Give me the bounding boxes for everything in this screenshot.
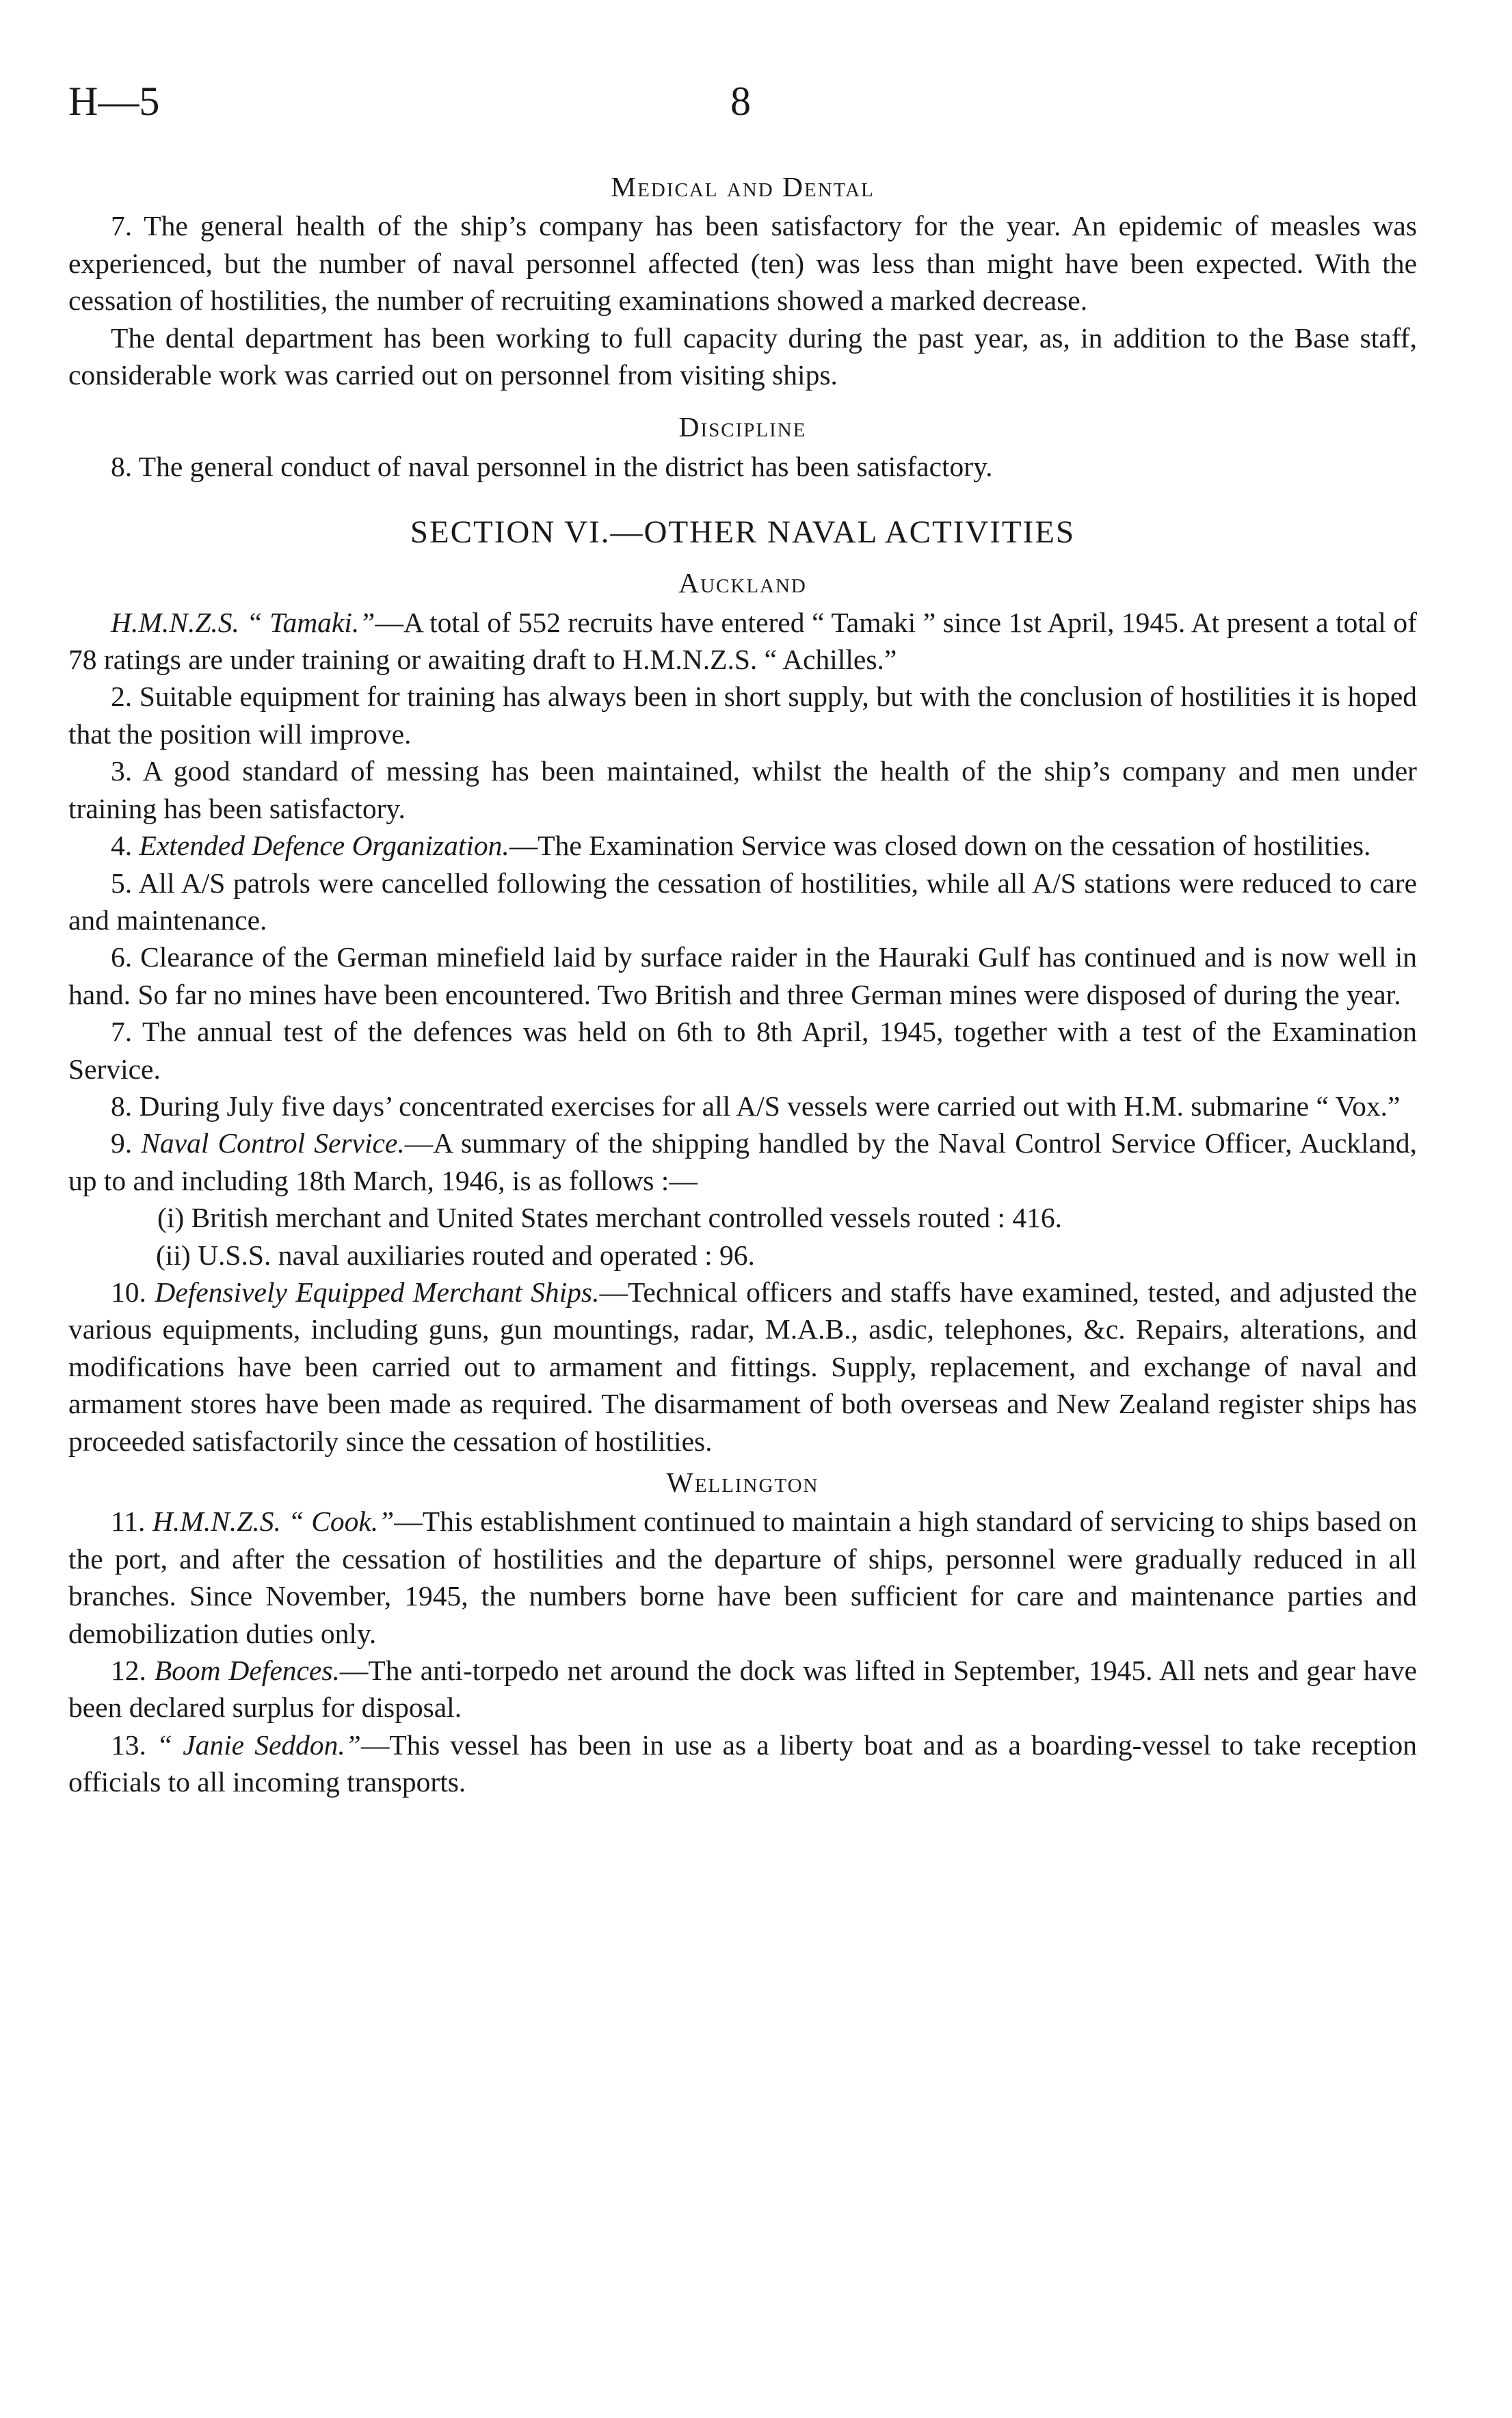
paragraph-9 bbox=[68, 1125, 1417, 1199]
list-item-i: (i) British merchant and United States merchant controlled vessels routed : 416. bbox=[157, 1202, 1063, 1234]
p9-title: Naval Control Service. bbox=[141, 1127, 405, 1159]
p13-number: 13. bbox=[111, 1729, 157, 1761]
paragraph-7-medical: 7. The general health of the ship’s company has been satisfactory for the year. An epidemic of measles was experienced, but the number of naval personnel affected (ten) was less than might have been expected. With the cessation of hostilities, the number of recruiting examinations showed a marked decrease. bbox=[68, 210, 1417, 317]
p10-title: Defensively Equipped Merchant Ships. bbox=[155, 1276, 600, 1308]
p10-text: —Technical officers and staffs have examined, tested, and adjusted the various equipments, including guns, gun mountings, radar, M.A.B., asdic, telephones, &c. Repairs, alterations, and modifications have been carried out to armament and fittings. Supply, replacement, and exchange of naval and armament stores have been made as required. The disarmament of both overseas and New Zealand register ships has proceeded satisfactorily since the cessation of hostilities. bbox=[68, 1276, 1417, 1457]
paragraph-11 bbox=[68, 1503, 1417, 1652]
p9-number: 9. bbox=[111, 1127, 142, 1159]
p11-number: 11. bbox=[111, 1506, 152, 1538]
paragraph-4 bbox=[68, 827, 1417, 864]
heading-wellington: Wellington bbox=[666, 1467, 819, 1498]
page-body bbox=[68, 164, 1417, 1801]
p12-text: —The anti-torpedo net around the dock was lifted in September, 1945. All nets and gear have been declared surplus for disposal. bbox=[68, 1655, 1417, 1724]
page-number: 8 bbox=[730, 79, 751, 124]
paragraph-5: 5. All A/S patrols were cancelled following the cessation of hostilities, while all A/S stations were reduced to care and maintenance. bbox=[68, 867, 1417, 936]
heading-medical-dental: Medical and Dental bbox=[611, 171, 875, 202]
p4-number: 4. bbox=[111, 830, 140, 862]
tamaki-title: H.M.N.Z.S. “ Tamaki.” bbox=[111, 606, 375, 638]
paragraph-13 bbox=[68, 1726, 1417, 1801]
p12-number: 12. bbox=[111, 1655, 155, 1687]
paragraph-3: 3. A good standard of messing has been maintained, whilst the health of the ship’s company and men under training has been satisfactory. bbox=[68, 755, 1417, 824]
p10-number: 10. bbox=[111, 1276, 155, 1308]
paragraph-6: 6. Clearance of the German minefield laid by surface raider in the Hauraki Gulf has continued and is now well in hand. So far no mines have been encountered. Two British and three German mines were disposed of during the year. bbox=[68, 941, 1417, 1010]
p9-text: —A summary of the shipping handled by the Naval Control Service Officer, Auckland, up to and including 18th March, 1946, is as follows :— bbox=[68, 1127, 1418, 1196]
heading-discipline: Discipline bbox=[678, 411, 807, 443]
section-title: SECTION VI.—OTHER NAVAL ACTIVITIES bbox=[410, 514, 1076, 551]
paragraph-dental: The dental department has been working to full capacity during the past year, as, in addition to the Base staff, considerable work was carried out on personnel from visiting ships. bbox=[68, 321, 1417, 391]
p12-title: Boom Defences. bbox=[154, 1655, 340, 1687]
p13-title: “ Janie Seddon.” bbox=[157, 1729, 361, 1761]
paragraph-8-exercises: 8. During July five days’ concentrated exercises for all A/S vessels were carried out with H.M. submarine “ Vox.” bbox=[111, 1090, 1401, 1122]
p11-title: H.M.N.Z.S. “ Cook.” bbox=[152, 1506, 395, 1538]
heading-auckland: Auckland bbox=[678, 567, 807, 599]
paragraph-7-defences: 7. The annual test of the defences was held on 6th to 8th April, 1945, together with a test of the Examination Service. bbox=[68, 1016, 1417, 1085]
p4-text: —The Examination Service was closed down on the cessation of hostilities. bbox=[509, 830, 1371, 862]
p4-title: Extended Defence Organization. bbox=[139, 830, 509, 862]
paragraph-8-discipline: 8. The general conduct of naval personnel in the district has been satisfactory. bbox=[111, 450, 993, 482]
document-reference: H—5 bbox=[68, 79, 160, 124]
list-item-ii: (ii) U.S.S. naval auxiliaries routed and operated : 96. bbox=[156, 1239, 755, 1271]
paragraph-2: 2. Suitable equipment for training has always been in short supply, but with the conclusion of hostilities it is hoped that the position will improve. bbox=[68, 681, 1417, 750]
tamaki-text: —A total of 552 recruits have entered “ Tamaki ” since 1st April, 1945. At present a total of 78 ratings are under training or awaiting draft to H.M.N.Z.S. “ Achilles.” bbox=[68, 606, 1417, 676]
p13-text: —This vessel has been in use as a liberty boat and as a boarding-vessel to take reception officials to all incoming transports. bbox=[68, 1729, 1417, 1798]
paragraph-12 bbox=[68, 1652, 1417, 1726]
paragraph-10 bbox=[68, 1274, 1417, 1460]
paragraph-tamaki bbox=[68, 604, 1417, 679]
p11-text: —This establishment continued to maintain a high standard of servicing to ships based on the port, and after the cessation of hostilities and the departure of ships, personnel were gradually reduced in all branches. Since November, 1945, the numbers borne have been sufficient for care and maintenance parties and demobilization duties only. bbox=[68, 1506, 1417, 1649]
